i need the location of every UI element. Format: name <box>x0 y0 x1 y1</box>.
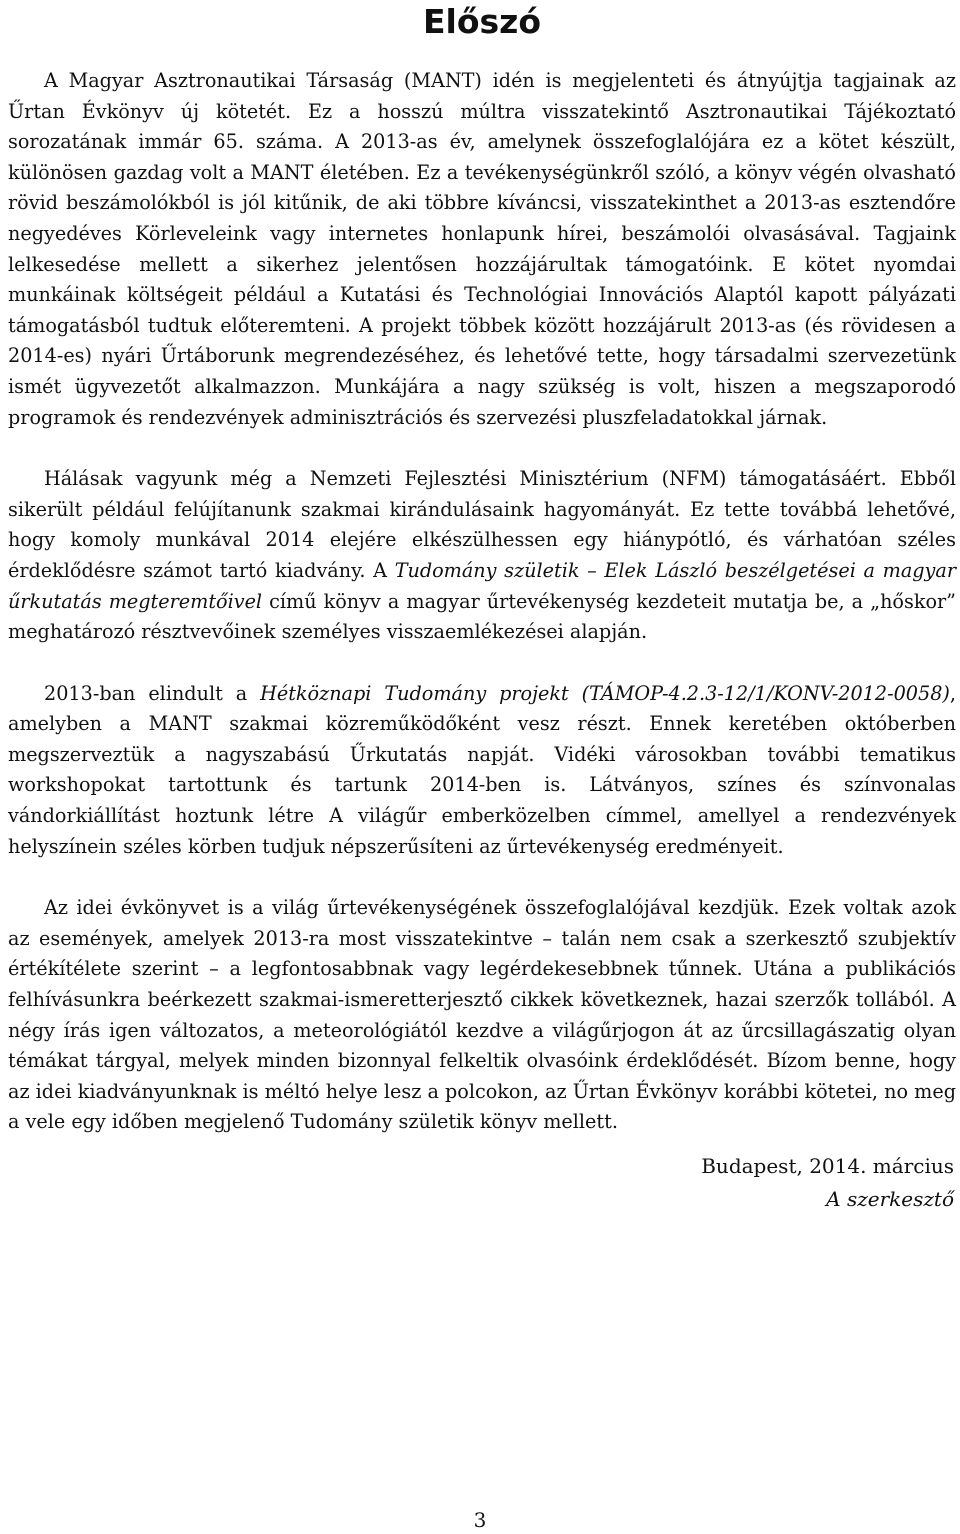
book-title-italic: Tudomány születik – Elek László beszélgetései a magyar űrkutatás megteremtőivel <box>8 558 956 613</box>
paragraph-4-text: Az idei évkönyvet is a világ űrtevékenységének összefoglalójával kezdjük. Ezek voltak azok az események, amelyek 2013-ra most visszatekintve – talán nem csak a szerkesztő szubjektív értékítélete szerint – a legfontosabbnak vagy legérdekesebbnek tűnnek. Utána a publikációs felhívásunkra beérkezett szakmai-ismeretterjesztő cikkek következnek, hazai szerzők tollából. A négy írás igen változatos, a meteorológiától kezdve a világűrjogon át az űrcsillagászatig olyan témákat tárgyal, melyek minden bizonnyal felkeltik olvasóink érdeklődését. Bízom benne, hogy az idei kiadványunknak is méltó helye lesz a polcokon, az Űrtan Évkönyv korábbi kötetei, no meg a vele egy időben megjelenő Tudomány születik könyv mellett. <box>8 896 956 1134</box>
paragraph-2-text-a: Hálásak vagyunk még a Nemzeti Fejlesztési Minisztérium (NFM) támogatásáért. Ebből sikerült például felújítanunk szakmai kirándulásaink hagyományát. Ez tette továbbá lehetővé, hogy komoly munkával 2014 elejére elkészülhessen egy hiánypótló, és várhatóan széles érdeklődésre számot tartó kiadvány. A <box>8 467 956 582</box>
paragraph-3 <box>8 679 956 863</box>
paragraph-2 <box>8 464 956 648</box>
paragraph-1-text: A Magyar Asztronautikai Társaság (MANT) idén is megjelenteti és átnyújtja tagjainak az Űrtan Évkönyv új kötetét. Ez a hosszú múltra visszatekintő Asztronautikai Tájékoztató sorozatának immár 65. száma. A 2013-as év, amelynek összefoglalójára ez a kötet készült, különösen gazdag volt a MANT életében. Ez a tevékenységünkről szóló, a könyv végén olvasható rövid beszámolókból is jól kitűnik, de aki többre kíváncsi, visszatekinthet a 2013-as esztendőre negyedéves Körleveleink vagy internetes honlapunk hírei, beszámolói olvasásával. Tagjaink lelkesedése mellett a sikerhez jelentősen hozzájárultak támogatóink. E kötet nyomdai munkáinak költségeit például a Kutatási és Technológiai Innovációs Alaptól kapott pályázati támogatásból tudtuk előteremteni. A projekt többek között hozzájárult 2013-as (és rövidesen a 2014-es) nyári Űrtáborunk megrendezéséhez, és lehetővé tette, hogy társadalmi szervezetünk ismét ügyvezetőt alkalmazzon. Munkájára a nagy szükség is volt, hiszen a megszaporodó programok és rendezvények adminisztrációs és szervezési pluszfeladatokkal járnak. <box>8 69 956 429</box>
paragraph-4 <box>8 893 956 1138</box>
paragraph-3-text-a: 2013-ban elindult a <box>44 681 261 705</box>
place-date: Budapest, 2014. március <box>701 1154 954 1178</box>
page-number: 3 <box>473 1508 487 1532</box>
signature: A szerkesztő <box>826 1187 954 1211</box>
paragraph-3-text-b: , amelyben a MANT szakmai közreműködőként vesz részt. Ennek keretében októberben megszerveztük a nagyszabású Űrkutatás napját. Vidéki városokban további tematikus workshopokat tartottunk és tartunk 2014-ben is. Látványos, színes és színvonalas vándorkiállítást hoztunk létre A világűr emberközelben címmel, amellyel a rendezvények helyszínein széles körben tudjuk népszerűsíteni az űrtevékenység eredményeit. <box>8 681 956 858</box>
paragraph-1 <box>8 66 956 433</box>
page-title: Előszó <box>422 2 542 41</box>
document-page <box>8 0 956 1216</box>
paragraph-2-text-b: című könyv a magyar űrtevékenység kezdeteit mutatja be, a „hőskor” meghatározó résztvevőinek személyes visszaemlékezései alapján. <box>8 589 956 644</box>
project-name-italic: Hétköznapi Tudomány projekt (TÁMOP-4.2.3-12/1/KONV-2012-0058) <box>260 681 950 705</box>
